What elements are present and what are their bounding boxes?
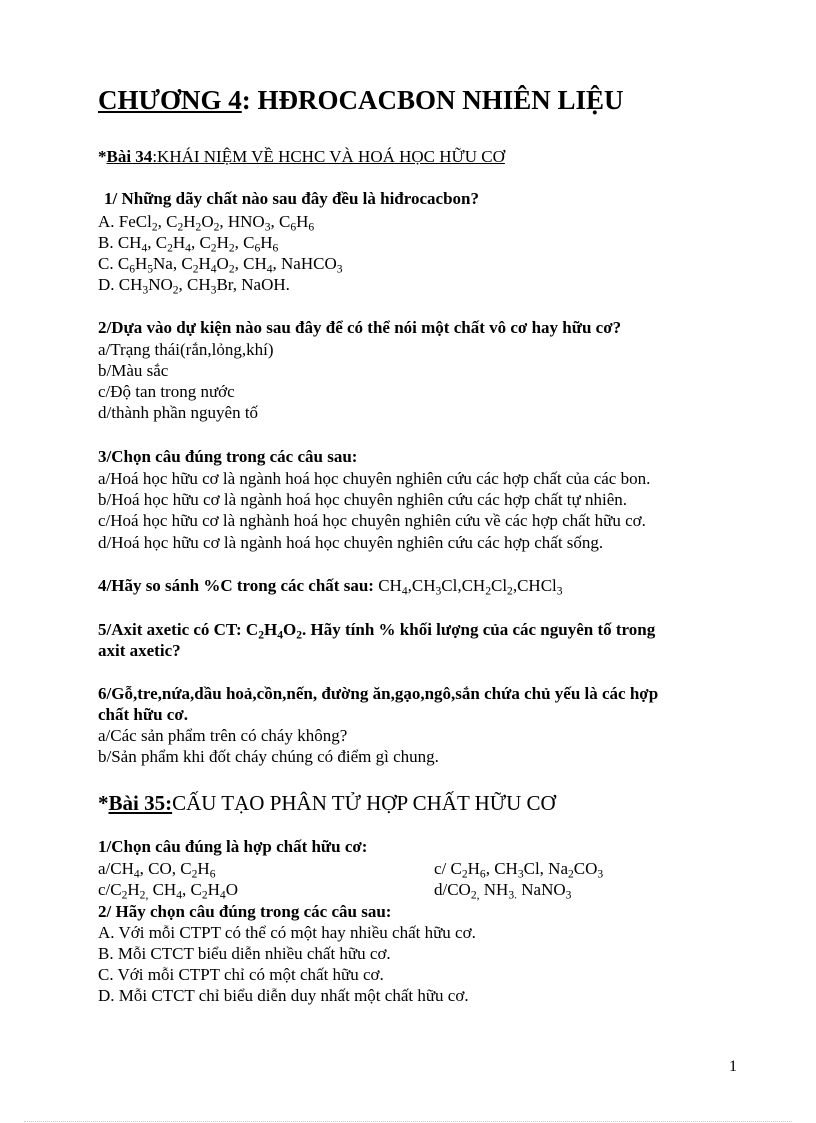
q1-question: 1/ Những dãy chất nào sau đây đều là hiđrocacbon? xyxy=(104,189,480,208)
q8-option-a: A. Với mỗi CTPT có thể có một hay nhiều chất hữu cơ. xyxy=(98,923,476,942)
page-bottom-divider xyxy=(24,1121,792,1122)
q6-option-b: b/Sản phẩm khi đốt cháy chúng có điểm gì chung. xyxy=(98,747,439,766)
q2-option-a: a/Trạng thái(rắn,lỏng,khí) xyxy=(98,340,274,359)
q7-option-c: c/ $C_2H_6$, $CH_3Cl$, $Na_2CO_3$ xyxy=(434,859,604,881)
q1-option-b: B. $CH_4$, $C_2H_4$, $C_2H_2$, $C_6H_6$ xyxy=(98,233,279,255)
q7-question: 1/Chọn câu đúng là hợp chất hữu cơ: xyxy=(98,837,368,856)
q6-line-1: 6/Gỗ,tre,nứa,dầu hoả,cồn,nến, đường ăn,gạo,ngô,sắn chứa chủ yếu là các hợp xyxy=(98,684,659,703)
q7-option-d: $d/CO_{2,}$ $NH_{3.}$ NaNO$_3$ xyxy=(434,880,572,902)
q3-option-a: a/Hoá học hữu cơ là ngành hoá học chuyên nghiên cứu các hợp chất của các bon. xyxy=(98,469,651,488)
q2-option-d: d/thành phần nguyên tố xyxy=(98,403,259,422)
q6-line-2: chất hữu cơ. xyxy=(98,705,188,724)
lesson-35-title: CẤU TẠO PHÂN TỬ HỢP CHẤT HỮU CƠ xyxy=(172,791,556,815)
q2-option-c: c/Độ tan trong nước xyxy=(98,382,235,401)
lesson-34-star: * xyxy=(98,147,107,166)
q8-option-c: C. Với mỗi CTPT chỉ có một chất hữu cơ. xyxy=(98,965,384,984)
page-number: 1 xyxy=(729,1058,737,1075)
q7-option-a: $a/CH_4$, CO, $C_2H_6$ xyxy=(98,859,216,881)
q2-option-b: b/Màu sắc xyxy=(98,361,169,380)
q8-question: 2/ Hãy chọn câu đúng trong các câu sau: xyxy=(98,902,392,921)
q3-option-d: d/Hoá học hữu cơ là ngành hoá học chuyên nghiên cứu các hợp chất sống. xyxy=(98,533,604,552)
q3-option-b: b/Hoá học hữu cơ là ngành hoá học chuyên nghiên cứu các hợp chất tự nhiên. xyxy=(98,490,628,509)
q3-question: 3/Chọn câu đúng trong các câu sau: xyxy=(98,447,358,466)
q5-line-1: 5/Axit axetic có CT: $C_2H_4O_2$. Hãy tính % khối lượng của các nguyên tố trong xyxy=(98,620,656,642)
chapter-prefix: CHƯƠNG 4 xyxy=(98,85,242,115)
lesson-34-title: :KHÁI NIỆM VỀ HCHC VÀ HOÁ HỌC HỮU CƠ xyxy=(152,147,505,166)
chapter-title xyxy=(98,84,624,116)
lesson-35-heading xyxy=(98,791,556,815)
chapter-title-rest: : HĐROCACBON NHIÊN LIỆU xyxy=(241,85,624,115)
q8-option-b: B. Mỗi CTCT biểu diễn nhiều chất hữu cơ. xyxy=(98,944,391,963)
q4-question: 4/Hãy so sánh %C trong các chất sau: xyxy=(98,576,374,595)
q8-option-d: D. Mỗi CTCT chỉ biểu diễn duy nhất một chất hữu cơ. xyxy=(98,986,469,1005)
lesson-34-heading xyxy=(98,147,505,167)
q1-option-c: C. $C_6H_5Na$, $C_2H_4O_2$, $CH_4$, NaHCO$_3$ xyxy=(98,254,343,276)
q7-option-c-left: $c/C_2H_{2,}$ $CH_4$, $C_2H_4O$ xyxy=(98,880,238,902)
q5-line-2: axit axetic? xyxy=(98,641,181,660)
q1-option-d: D. $CH_3NO_2$, $CH_3Br$, NaOH. xyxy=(98,275,290,297)
q6-option-a: a/Các sản phẩm trên có cháy không? xyxy=(98,726,348,745)
lesson-34-number: Bài 34 xyxy=(106,147,153,166)
q2-question: 2/Dựa vào dự kiện nào sau đây để có thể nói một chất vô cơ hay hữu cơ? xyxy=(98,318,622,337)
lesson-35-star: * xyxy=(98,791,109,815)
q1-option-a: A. FeCl$_2$, $C_2H_2O_2$, $HNO_3$, $C_6H_6$ xyxy=(98,212,315,234)
lesson-35-number: Bài 35: xyxy=(108,791,173,815)
q4-line: 4/Hãy so sánh %C trong các chất sau: $CH_4,CH_3Cl,CH_2Cl_2,CHCl_3$ xyxy=(98,576,563,598)
q3-option-c: c/Hoá học hữu cơ là nghành hoá học chuyên nghiên cứu về các hợp chất hữu cơ. xyxy=(98,511,646,530)
